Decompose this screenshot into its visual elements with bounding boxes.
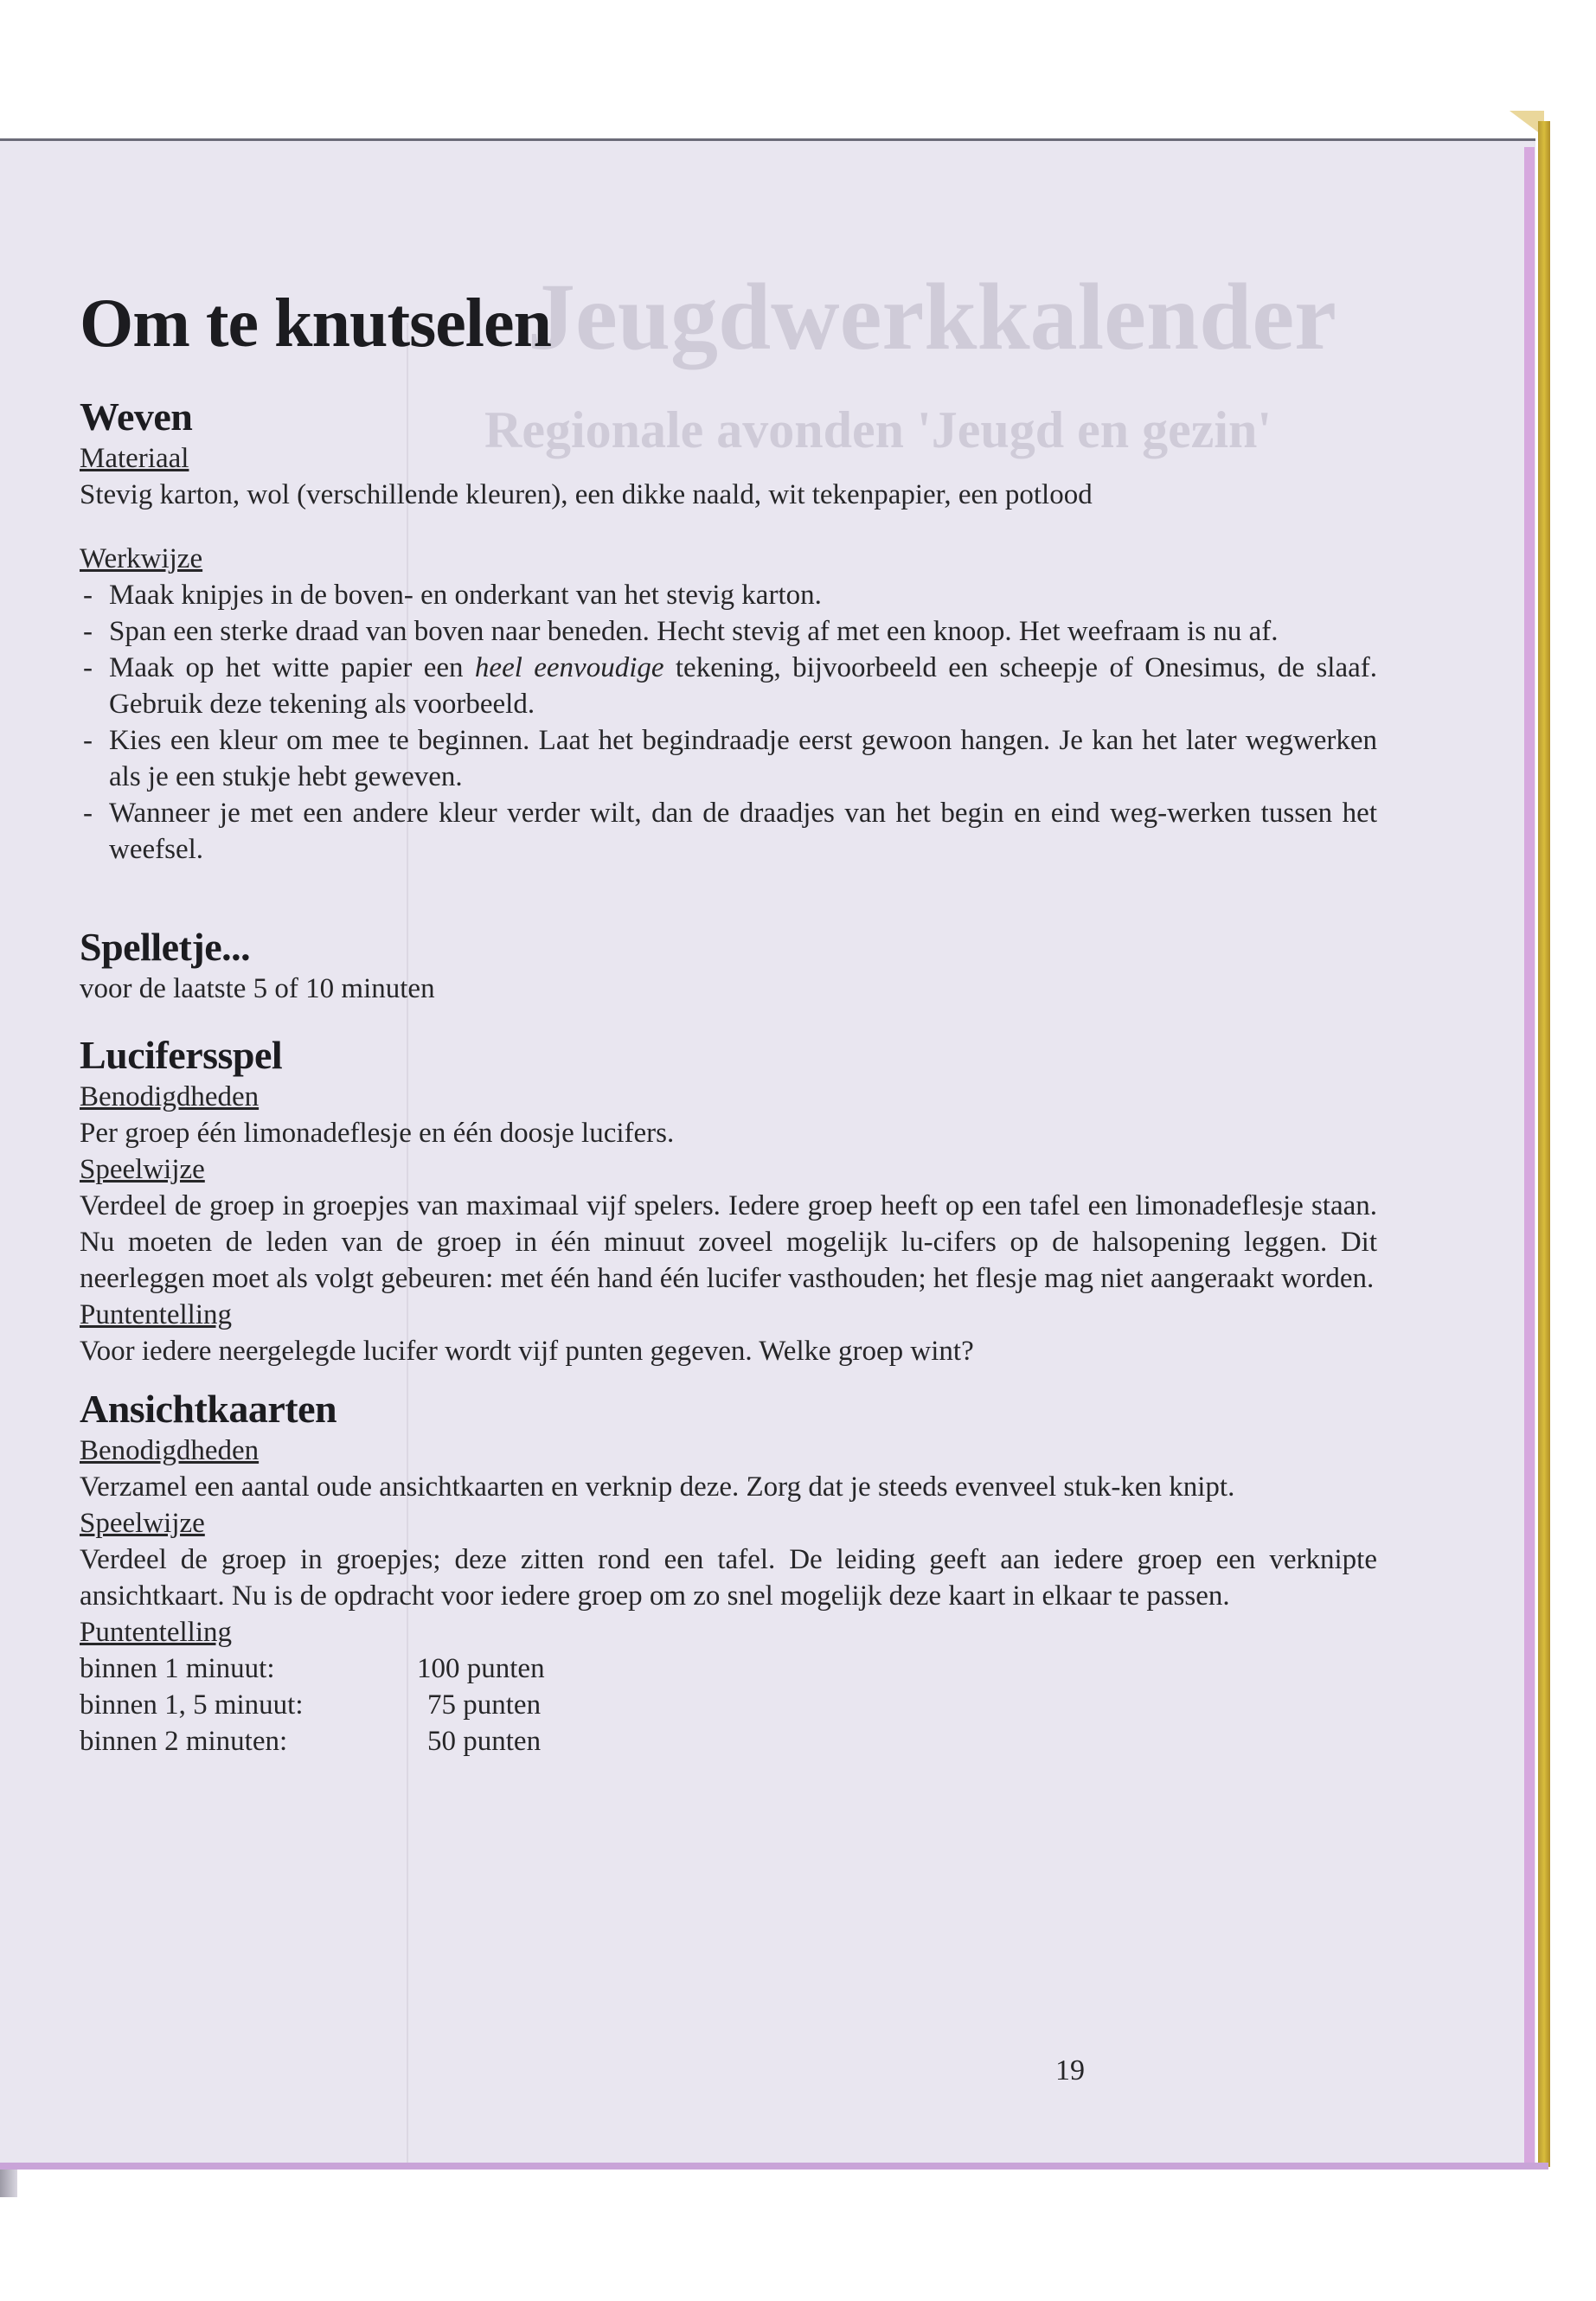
score-points: 100 punten [417, 1652, 545, 1684]
score-points: 75 punten [427, 1689, 542, 1721]
step-emphasis: heel eenvoudige [474, 651, 664, 683]
list-item [80, 650, 1377, 722]
page-content [80, 285, 1377, 1759]
page-bottom-edge [0, 2163, 1548, 2170]
step-text: Maak op het witte papier een [109, 651, 475, 683]
materiaal-label: Materiaal [80, 442, 189, 474]
benodigdheden-text: Per groep één limonadeflesje en één doosje lucifers. [80, 1117, 675, 1149]
benodigdheden-label: Benodigdheden [80, 1434, 260, 1466]
score-time: binnen 1, 5 minuut: [80, 1689, 304, 1721]
section-heading: Lucifersspel [80, 1032, 283, 1077]
werkwijze-steps [80, 577, 1377, 868]
page-number: 19 [1055, 2054, 1085, 2086]
puntentelling-label: Puntentelling [80, 1616, 232, 1648]
section-heading: Spelletje... [80, 924, 251, 969]
puntentelling-label: Puntentelling [80, 1298, 232, 1330]
speelwijze-text: Verdeel de groep in groepjes; deze zitten rond een tafel. De leiding geeft aan iedere groep een verknipte ansichtkaart. Nu is de opdracht voor iedere groep om zo snel mogelijk deze kaart in elkaar te passen. [80, 1543, 1377, 1612]
score-row [80, 1723, 1377, 1759]
list-item: - Maak knipjes in de boven- en onderkant van het stevig karton. [80, 577, 1377, 613]
list-item: - Span een sterke draad van boven naar beneden. Hecht stevig af met een knoop. Het weefraam is nu af. [80, 613, 1377, 650]
list-item: - Wanneer je met een andere kleur verder wilt, dan de draadjes van het begin en eind weg-werken tussen het weefsel. [80, 795, 1377, 868]
book-spine-gold [1538, 121, 1550, 2167]
list-item: - Kies een kleur om mee te beginnen. Laat het begindraadje eerst gewoon hangen. Je kan het later wegwerken als je een stukje hebt geweven. [80, 722, 1377, 795]
section-heading: Weven [80, 394, 193, 439]
benodigdheden-text: Verzamel een aantal oude ansichtkaarten en verknip deze. Zorg dat je steeds evenveel stuk-ken knipt. [80, 1471, 1235, 1503]
speelwijze-label: Speelwijze [80, 1153, 205, 1185]
bleed-through-heading: Jeugdwerkkalender [528, 264, 1336, 369]
werkwijze-label: Werkwijze [80, 542, 203, 574]
score-row [80, 1687, 1377, 1723]
speelwijze-text: Verdeel de groep in groepjes van maximaal vijf spelers. Iedere groep heeft op een tafel een limonadeflesje staan. Nu moeten de leden van de groep in één minuut zoveel mogelijk lu-cifers op de halsopening leggen. Dit neerleggen moet als volgt gebeuren: met één hand één lucifer vasthouden; het flesje mag niet aangeraakt worden. [80, 1189, 1377, 1294]
score-time: binnen 1 minuut: [80, 1652, 275, 1684]
bleed-through-subheading: Regionale avonden 'Jeugd en gezin' [484, 401, 1272, 458]
score-row [80, 1650, 1377, 1687]
section-lucifersspel [80, 1033, 1377, 1369]
score-table [80, 1650, 1377, 1759]
puntentelling-text: Voor iedere neergelegde lucifer wordt vijf punten gegeven. Welke groep wint? [80, 1335, 974, 1367]
spelletje-text: voor de laatste 5 of 10 minuten [80, 972, 435, 1004]
benodigdheden-label: Benodigdheden [80, 1080, 260, 1112]
section-spelletje [80, 925, 1377, 1007]
page-title: Om te knutselen [80, 285, 551, 362]
section-heading: Ansichtkaarten [80, 1386, 337, 1431]
score-time: binnen 2 minuten: [80, 1725, 288, 1757]
book-spine-pink [1524, 147, 1535, 2163]
materiaal-text: Stevig karton, wol (verschillende kleuren), een dikke naald, wit tekenpapier, een potlood [80, 478, 1093, 510]
section-ansichtkaarten [80, 1387, 1377, 1759]
step-text: tekening, bijvoorbeeld een scheepje of Onesimus, de slaaf. Gebruik deze tekening als voorbeeld. [109, 651, 1377, 720]
score-points: 50 punten [427, 1725, 542, 1757]
speelwijze-label: Speelwijze [80, 1507, 205, 1539]
section-weven [80, 394, 1377, 868]
